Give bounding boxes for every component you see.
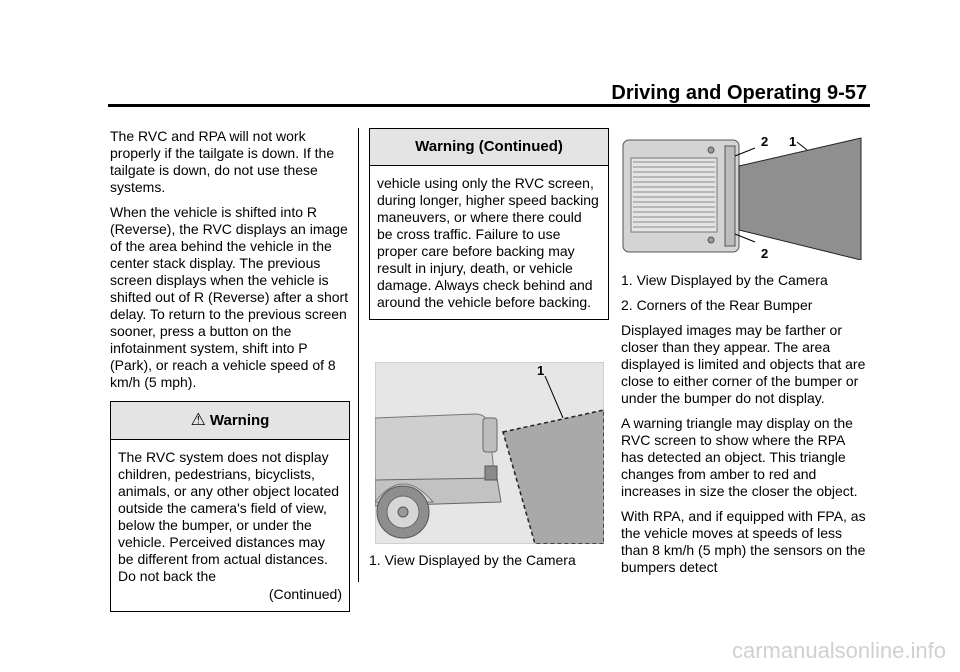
figure-caption (369, 552, 609, 569)
warning-header: Warning (Continued) (370, 129, 608, 166)
caption-text: 1. View Displayed by the Camera (369, 552, 576, 568)
warning-box (110, 401, 350, 612)
column-1 (110, 128, 350, 612)
warning-body: vehicle using only the RVC screen, during longer, higher speed backing maneuvers, or where there could be cross traffic. Failure to use proper care before backing may result in injury, death, or vehicle damage. Always check behind and around the vehicle before backing. (377, 175, 599, 310)
caption-item: 2. Corners of the Rear Bumper (621, 297, 813, 313)
column-divider (358, 128, 359, 582)
camera-view-illustration (375, 362, 604, 544)
watermark: carmanualsonline.info (731, 638, 946, 663)
header-rule (108, 104, 870, 107)
warning-body (111, 440, 349, 611)
caption-item: 1. View Displayed by the Camera (621, 272, 828, 288)
paragraph: When the vehicle is shifted into R (Reverse), the RVC displays an image of the area behind the vehicle in the center stack display. The previous screen displays when the vehicle is shifted out of R (Reverse) after a short delay. To return to the previous screen sooner, press a button on the infotainment system, shift into P (Park), or reach a vehicle speed of 8 km/h (5 mph). (110, 204, 349, 390)
warning-header (111, 402, 349, 440)
warning-title: Warning (209, 412, 270, 429)
figure-label: 1 (537, 363, 545, 378)
continued-label: (Continued) (268, 586, 342, 602)
column-2 (369, 128, 609, 320)
figure-label: 1 (789, 134, 797, 149)
page-header: Driving and Operating 9-57 (611, 82, 867, 104)
paragraph: Displayed images may be farther or closer than they appear. The area displayed is limited and objects that are close to either corner of the bumper or under the bumper do not display. (621, 322, 866, 406)
warning-text: The RVC system does not display children, pedestrians, bicyclists, animals, or any other object located outside the camera's field of view, below the bumper, or under the vehicle. Perceived distances may be different from actual distances. Do not back the (118, 449, 340, 584)
figure-label: 2 (761, 134, 769, 149)
column-3 (621, 272, 871, 584)
paragraph: With RPA, and if equipped with FPA, as the vehicle moves at speeds of less than 8 km/h (5 mph) the sensors on the bumpers detect (621, 508, 866, 575)
bumper-corners-illustration (621, 134, 867, 260)
warning-continued-box (369, 128, 609, 320)
paragraph: A warning triangle may display on the RVC screen to show where the RPA has detected an object. This triangle changes from amber to red and increases in size the closer the object. (621, 415, 858, 499)
warning-icon: ⚠ (190, 410, 206, 430)
paragraph: The RVC and RPA will not work properly if the tailgate is down. If the tailgate is down, do not use these systems. (110, 128, 335, 195)
figure-label: 2 (761, 246, 769, 260)
